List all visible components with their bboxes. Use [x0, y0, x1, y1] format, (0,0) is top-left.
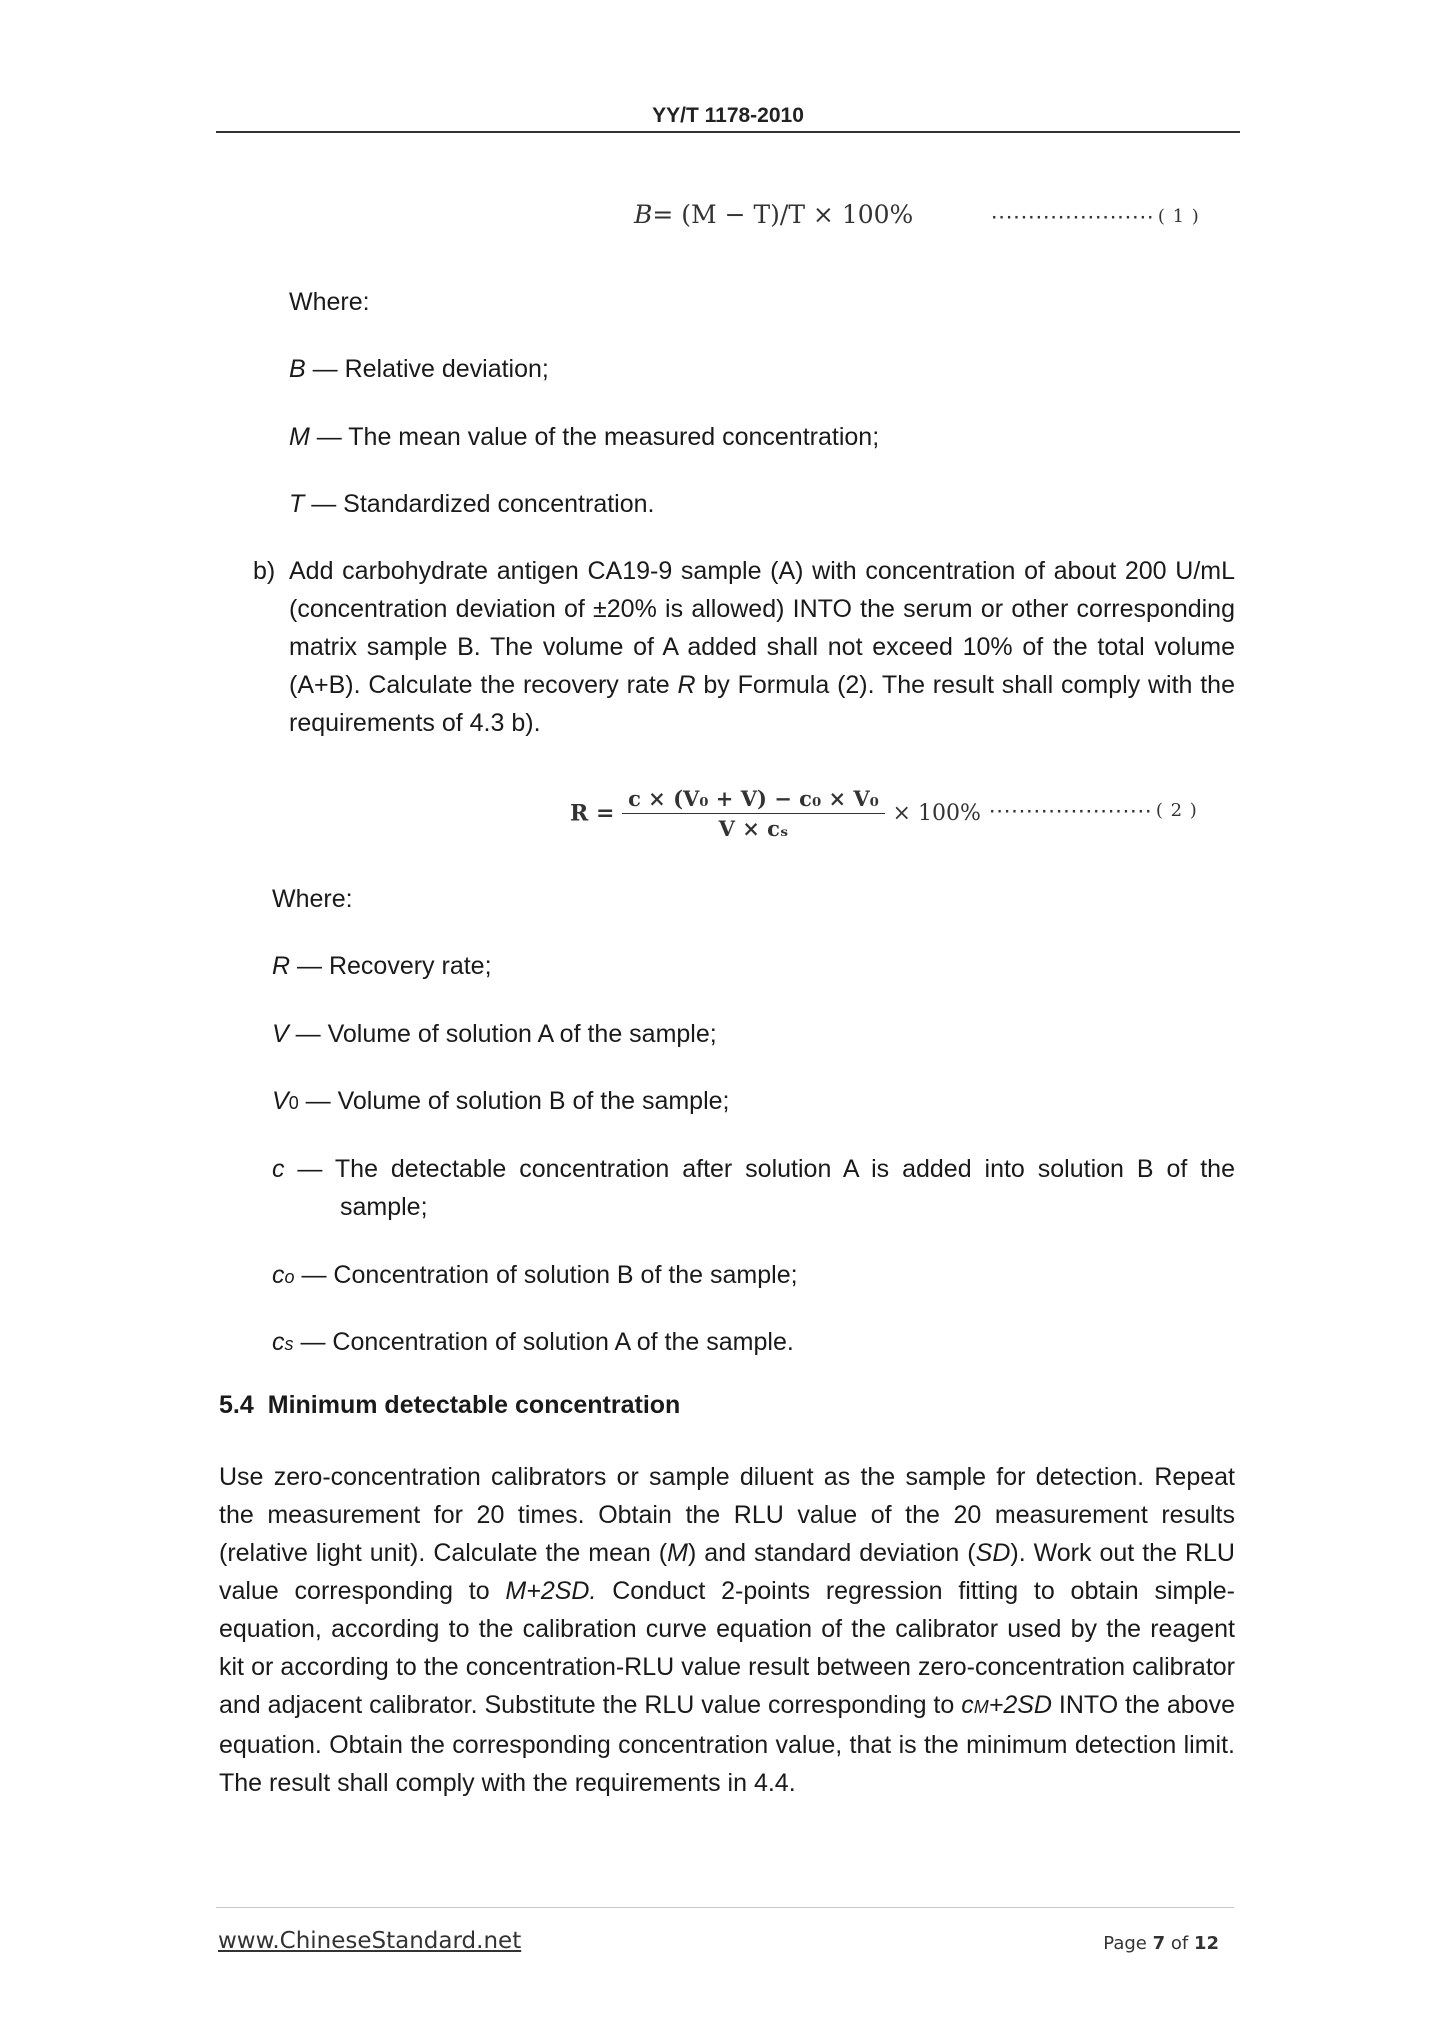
leader-dots: ······················	[990, 210, 1154, 226]
formula-2-lhs: R =	[570, 800, 615, 827]
symbol-t: T	[289, 490, 305, 518]
item-b-text-1: Add carbohydrate antigen CA19-9 sample (A) with concentration of about 200 U/mL (concentration deviation of ±20% is allowed) INTO the serum or other corresponding matrix sample B. The volume of A added shall not exceed 10% of the total volume (A+B). Calculate the recovery rate	[289, 557, 1235, 699]
item-b-text-2: by Formula (2). The result shall comply with the requirements of 4.3 b).	[289, 671, 1235, 737]
where-label-2: Where:	[272, 885, 353, 913]
formula-2	[570, 786, 981, 841]
symbol-cs-subscript: s	[284, 1334, 294, 1354]
symbol-c0-subscript: o	[284, 1267, 295, 1287]
symbol-v0-subscript: 0	[288, 1093, 299, 1113]
footer-page-number	[1103, 1933, 1219, 1954]
footer-website-link[interactable]: www.ChineseStandard.net	[218, 1928, 522, 1954]
definition-b	[289, 350, 549, 388]
body-text-1: Use zero-concentration calibrators or sample diluent as the sample for detection. Repeat the measurement for 20 times. Obtain the RLU value of the 20 measurement results (relative light unit). Calculate the mean (	[219, 1463, 1235, 1567]
section-number: 5.4	[219, 1391, 254, 1419]
symbol-m: M	[289, 423, 310, 451]
page-total: 12	[1193, 1933, 1219, 1954]
definition-r	[272, 947, 492, 985]
formula-2-numerator: c × (V₀ + V) − c₀ × V₀	[622, 786, 885, 814]
body-text-3: ). Work out the RLU value corresponding to	[219, 1539, 1235, 1605]
body-symbol-c-subscript: M	[973, 1697, 989, 1717]
formula-1-number-row	[990, 206, 1200, 227]
page-of: of	[1165, 1933, 1194, 1954]
body-text-2: ) and standard deviation (	[687, 1539, 976, 1567]
definition-r-text: — Recovery rate;	[290, 952, 492, 980]
formula-1-rhs: = (M − T)/T × 100%	[652, 200, 914, 229]
definition-v0-text: — Volume of solution B of the sample;	[298, 1087, 730, 1115]
definition-cs	[272, 1323, 794, 1363]
formula-2-denominator: V × cₛ	[718, 816, 789, 841]
symbol-v0: V	[272, 1087, 289, 1115]
body-symbol-2sd: +2SD	[988, 1691, 1052, 1719]
symbol-r: R	[272, 952, 291, 980]
body-text-4: Conduct 2-points regression fitting to obtain simple-equation, according to the calibration curve equation of the calibrator used by the reagent kit or according to the concentration-RLU value result between zero-concentration calibrator and adjacent calibrator. Substitute the RLU value corresponding to	[219, 1577, 1236, 1719]
item-b-paragraph	[289, 552, 1235, 742]
definition-m	[289, 418, 879, 456]
page-prefix: Page	[1103, 1933, 1153, 1954]
symbol-b: B	[289, 355, 306, 383]
document-header-title: YY/T 1178-2010	[652, 104, 804, 127]
section-heading	[219, 1391, 680, 1420]
definition-t	[289, 485, 655, 523]
body-symbol-m2sd: M+2SD.	[505, 1577, 597, 1605]
definition-t-text: — Standardized concentration.	[304, 490, 655, 518]
formula-1	[634, 200, 913, 229]
where-label-1: Where:	[289, 288, 370, 316]
footer-divider	[216, 1907, 1234, 1908]
formula-1-lhs: B	[634, 200, 653, 229]
section-title: Minimum detectable concentration	[267, 1391, 681, 1419]
definition-m-text: — The mean value of the measured concentration;	[309, 423, 880, 451]
definition-v	[272, 1015, 717, 1053]
formula-1-number: ( 1 )	[1157, 206, 1200, 227]
leader-dots: ······················	[988, 804, 1152, 820]
formula-2-suffix: × 100%	[892, 801, 981, 826]
symbol-c0: c	[272, 1261, 285, 1289]
symbol-cs: c	[272, 1328, 285, 1356]
definition-c-text-1: — The detectable concentration after solution A is added into solution B of the	[284, 1155, 1235, 1183]
formula-2-number-row	[988, 800, 1198, 821]
symbol-c: c	[272, 1155, 285, 1183]
list-marker-b: b)	[253, 557, 276, 585]
body-symbol-sd: SD	[975, 1539, 1011, 1567]
formula-2-fraction	[622, 786, 885, 841]
definition-v-text: — Volume of solution A of the sample;	[288, 1020, 717, 1048]
header-divider	[216, 131, 1240, 133]
body-symbol-c: c	[961, 1691, 974, 1719]
body-symbol-m: M	[667, 1539, 688, 1567]
body-text-5: INTO the above equation. Obtain the corresponding concentration value, that is the minimum detection limit. The result shall comply with the requirements in 4.4.	[219, 1691, 1235, 1797]
definition-c0	[272, 1256, 798, 1296]
formula-2-number: ( 2 )	[1155, 800, 1198, 821]
definition-b-text: — Relative deviation;	[305, 355, 549, 383]
section-body-paragraph	[219, 1458, 1235, 1802]
definition-c	[272, 1150, 1235, 1188]
symbol-r-inline: R	[677, 671, 696, 699]
definition-v0	[272, 1082, 730, 1122]
definition-c-continuation: sample;	[340, 1193, 428, 1221]
definition-c0-text: — Concentration of solution B of the sample;	[294, 1261, 798, 1289]
definition-cs-text: — Concentration of solution A of the sample.	[293, 1328, 794, 1356]
page-current: 7	[1152, 1933, 1166, 1954]
symbol-v: V	[272, 1020, 289, 1048]
